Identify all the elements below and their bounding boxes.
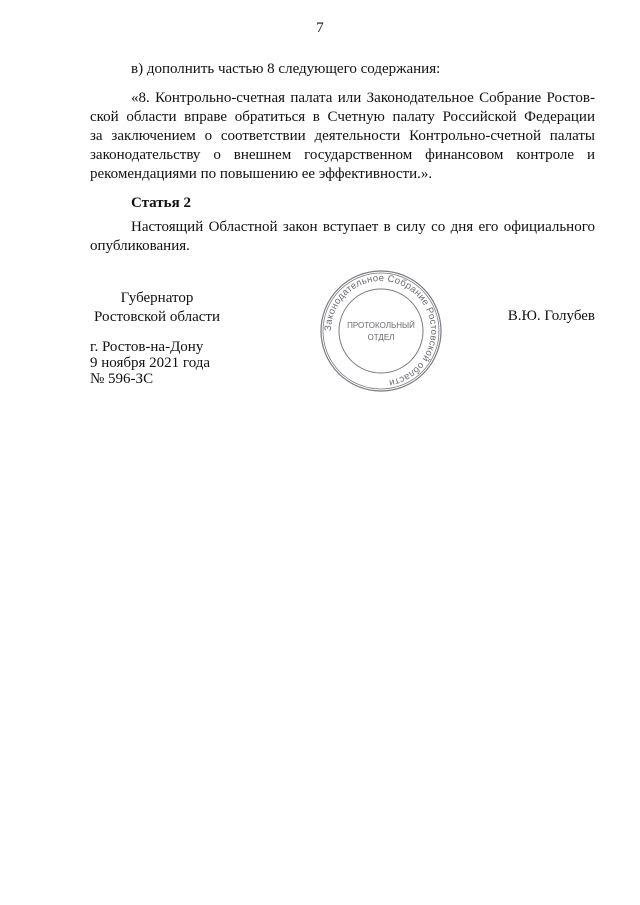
law-number: № 596-ЗС — [90, 371, 154, 387]
part8-line: за заключением о соответствии деятельности Контрольно-счетной палаты — [90, 128, 595, 144]
article2-line: опубликования. — [90, 238, 190, 254]
part8-line: рекомендациями по повышению ее эффективности.». — [90, 166, 433, 182]
stamp-center-line: ПРОТОКОЛЬНЫЙ — [347, 321, 415, 330]
item-v-text: в) дополнить частью 8 следующего содержания: — [131, 61, 441, 77]
law-date: 9 ноября 2021 года — [90, 355, 211, 371]
place-date-block — [90, 339, 210, 387]
page-number: 7 — [316, 20, 324, 36]
article-2-text — [90, 218, 595, 256]
stamp-ring-text: Законодательное Собрание Ростовской области — [322, 272, 440, 389]
signatory-title — [92, 289, 222, 327]
city: г. Ростов-на-Дону — [90, 339, 204, 355]
official-stamp — [318, 268, 444, 394]
stamp-center-line: ОТДЕЛ — [367, 333, 395, 342]
article-2-heading: Статья 2 — [131, 195, 191, 211]
paragraph-part-8 — [90, 89, 595, 184]
article2-line: Настоящий Областной закон вступает в силу со дня его официального — [131, 219, 595, 235]
part8-line: ской области вправе обратиться в Счетную палату Российской Федерации — [90, 109, 595, 125]
svg-text:Законодательное Собрание Росто — [323, 273, 439, 388]
signatory-title-line: Ростовской области — [94, 309, 220, 325]
paragraph-item-v — [90, 60, 595, 79]
part8-line: законодательству о внешнем государственном финансовом контроле и — [90, 147, 595, 163]
signatory-name: В.Ю. Голубев — [507, 308, 595, 324]
signatory-title-line: Губернатор — [120, 290, 194, 306]
part8-line: «8. Контрольно-счетная палата или Законодательное Собрание Ростов- — [131, 90, 595, 106]
